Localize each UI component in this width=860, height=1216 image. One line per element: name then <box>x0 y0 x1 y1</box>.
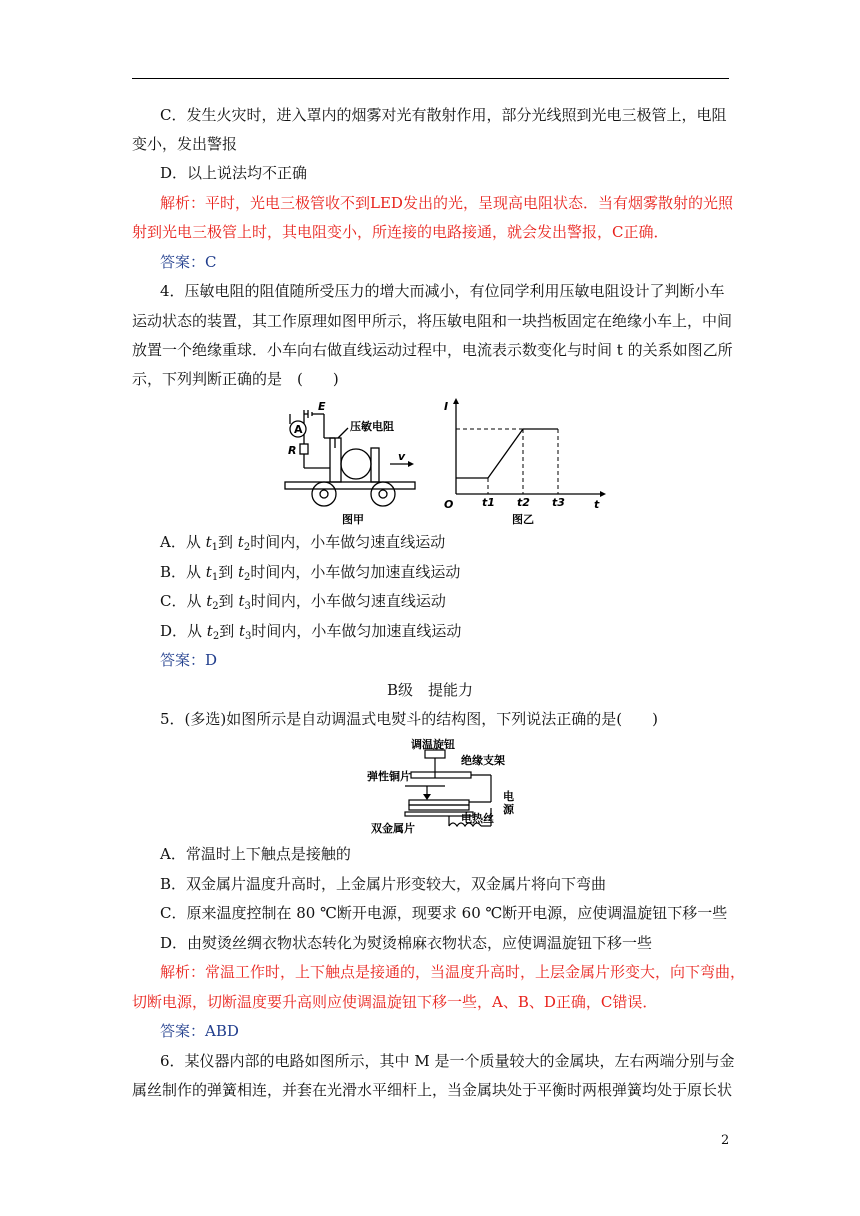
q3-answer: 答案：C <box>160 253 217 271</box>
q5-stem: 5．(多选)如图所示是自动调温式电熨斗的结构图，下列说法正确的是( ) <box>160 710 658 728</box>
q3-option-c-line1: C．发生火灾时，进入罩内的烟雾对光有散射作用，部分光线照到光电三极管上，电阻 <box>160 106 727 124</box>
figure-iron-label-bracket: 绝缘支架 <box>461 754 505 767</box>
q6-stem-line1: 6．某仪器内部的电路如图所示，其中 M 是一个质量较大的金属块，左右两端分别与金 <box>160 1052 735 1070</box>
q5-option-c: C．原来温度控制在 80 ℃断开电源，现要求 60 ℃断开电源，应使调温旋钮下移一些 <box>160 904 728 922</box>
q5-option-b: B．双金属片温度升高时，上金属片形变较大，双金属片将向下弯曲 <box>160 875 607 893</box>
figure-b-label-t3: t3 <box>552 496 565 509</box>
figure-a-label-v: v <box>398 450 406 463</box>
q5-option-a: A．常温时上下触点是接触的 <box>160 845 351 863</box>
q4-answer: 答案：D <box>160 651 218 669</box>
page-number: 2 <box>721 1133 730 1148</box>
q4-option-c: C．从 $t_2$到 $t_3$时间内，小车做匀速直线运动 <box>160 592 446 612</box>
figure-iron-structure <box>365 738 535 836</box>
section-heading: B级 提能力 <box>386 681 474 699</box>
q4-stem-line2: 运动状态的装置，其工作原理如图甲所示，将压敏电阻和一块挡板固定在绝缘小车上，中间 <box>132 312 733 330</box>
figure-b-caption: 图乙 <box>512 513 534 526</box>
figure-iron-label-copper: 弹性铜片 <box>367 770 411 783</box>
figure-a-label-sensor: 压敏电阻 <box>350 420 394 433</box>
q5-analysis-line2: 切断电源，切断温度要升高则应使调温旋钮下移一些，A、B、D正确，C错误． <box>132 993 658 1011</box>
q4-stem-line4: 示，下列判断正确的是 ( ) <box>132 370 339 388</box>
figure-iron-label-knob: 调温旋钮 <box>411 738 455 751</box>
figure-iron-label-power-1: 电 <box>503 790 514 803</box>
q4-option-d: D．从 $t_2$到 $t_3$时间内，小车做匀加速直线运动 <box>160 622 462 642</box>
q3-analysis-line1: 解析：平时，光电三极管收不到LED发出的光，呈现高电阻状态．当有烟雾散射的光照 <box>160 194 733 212</box>
header-rule <box>132 78 729 79</box>
q6-stem-line2: 属丝制作的弹簧相连，并套在光滑水平细杆上，当金属块处于平衡时两根弹簧均处于原长状 <box>132 1081 733 1099</box>
figure-a-circuit-cart <box>280 398 430 528</box>
figure-b-current-time-graph <box>440 398 610 528</box>
q3-option-c-line2: 变小，发出警报 <box>132 135 238 153</box>
figure-a-caption: 图甲 <box>342 513 364 526</box>
figure-b-label-t1: t1 <box>482 496 495 509</box>
q5-option-d: D．由熨烫丝绸衣物状态转化为熨烫棉麻衣物状态，应使调温旋钮下移一些 <box>160 934 653 952</box>
q4-stem-line3: 放置一个绝缘重球．小车向右做直线运动过程中，电流表示数变化与时间 t 的关系如图乙所 <box>132 341 733 359</box>
figure-a-label-r: R <box>288 444 297 457</box>
figure-a-ammeter-label: A <box>294 423 303 436</box>
q4-option-b: B．从 $t_1$到 $t_2$时间内，小车做匀加速直线运动 <box>160 563 461 583</box>
figure-b-label-i: I <box>444 400 449 413</box>
figure-iron-label-power-2: 源 <box>503 803 514 816</box>
figure-iron-label-bimetal: 双金属片 <box>371 822 415 835</box>
figure-iron-label-heater: 电热丝 <box>461 812 494 825</box>
figure-b-label-o: O <box>444 498 454 511</box>
q3-option-d: D．以上说法均不正确 <box>160 164 308 182</box>
q3-analysis-line2: 射到光电三极管上时，其电阻变小，所连接的电路接通，就会发出警报，C正确． <box>132 223 669 241</box>
q5-answer: 答案：ABD <box>160 1022 239 1040</box>
q4-stem-line1: 4．压敏电阻的阻值随所受压力的增大而减小，有位同学利用压敏电阻设计了判断小车 <box>160 282 725 300</box>
q4-option-a: A．从 $t_1$到 $t_2$时间内，小车做匀速直线运动 <box>160 533 446 553</box>
figure-b-label-t: t <box>594 498 600 511</box>
q5-analysis-line1: 解析：常温工作时，上下触点是接通的，当温度升高时，上层金属片形变大，向下弯曲， <box>160 963 746 981</box>
figure-a-label-e: E <box>318 400 326 413</box>
figure-b-label-t2: t2 <box>517 496 530 509</box>
